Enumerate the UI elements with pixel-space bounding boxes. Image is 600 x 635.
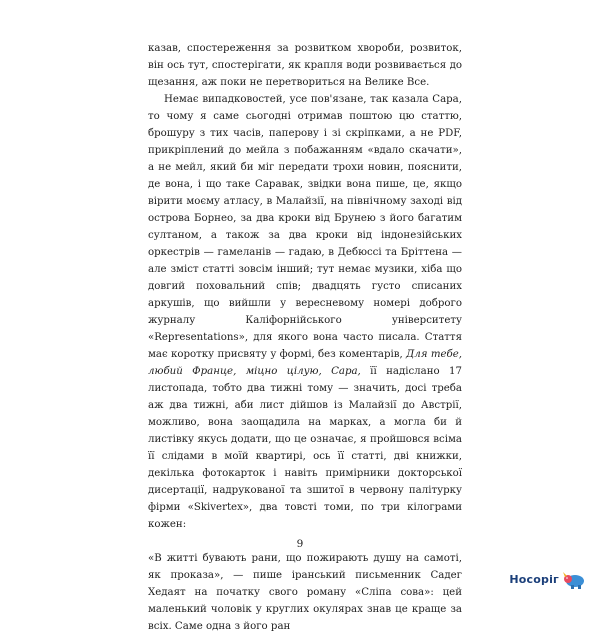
dedication-text: Для тебе, любий Франце, міцно цілую, Сара, [148,349,463,377]
publisher-logo [509,568,586,590]
paragraph-2-text-a: Немає випадковостей, усе пов'язане, так казала Сара, то чому я саме сьогодні отримав поштою цю статтю, брошуру з тих часів, паперову і зі скріпками, а не PDF, прикріплений до мейла з побажанням «вдало скачати», а не мейл, який би міг передати трохи новин, пояснити, де вона, і що таке Саравак, звідки вона пише, це, якщо вірити моєму атласу, в Малайзії, на північному заході від острова Борнео, за два кроки від Брунею з його багатим султаном, а також за два кроки від індонезійських оркестрів — гамеланів — гадаю, в Дебюссі та Бріттена — але зміст статті зовсім інший; тут немає музики, хіба що довгий поховальний спів; двадцять густо списаних аркушів, що вийшли у вересневому номері доброго журналу Каліфорнійського університету «Representations», для якого вона часто писала. Стаття має коротку присвяту у формі, без коментарів, [148,94,462,360]
paragraph-3-quote: «В житті бувають рани, що пожирають душу на самоті, як проказа», — пише іранський письменник Садег Хедаят на початку свого роману «Сліпа сова»: цей маленький чоловік у круглих окулярах знав це краще за всіх. Саме одна з його ран [148,553,462,632]
paragraph-1: казав, спостереження за розвитком хвороби, розвиток, він ось тут, спостерігати, як крапля води розвивається до щезання, аж поки не перетвориться на Велике Все. [148,43,462,88]
paragraph-2-text-b: її надіслано 17 листопада, тобто два тижні тому — значить, досі треба аж два тижні, аби лист дійшов із Малайзії до Австрії, можливо, вона заощадила на марках, а могла би й листівку якусь додати, що це означає, я пройшовся всіма її слідами в моїй квартирі, ось її статті, дві книжки, декілька фотокарток і навіть примірники докторської дисертації, надрукованої та зшитої в червону палітурку фірми «Skivertex», два товсті томи, по три кілограми кожен: [148,366,462,530]
page-number: 9 [296,538,304,550]
rhino-logo-icon [562,569,586,589]
logo-text: Носоріг [509,572,559,586]
paragraph-2 [148,91,462,533]
